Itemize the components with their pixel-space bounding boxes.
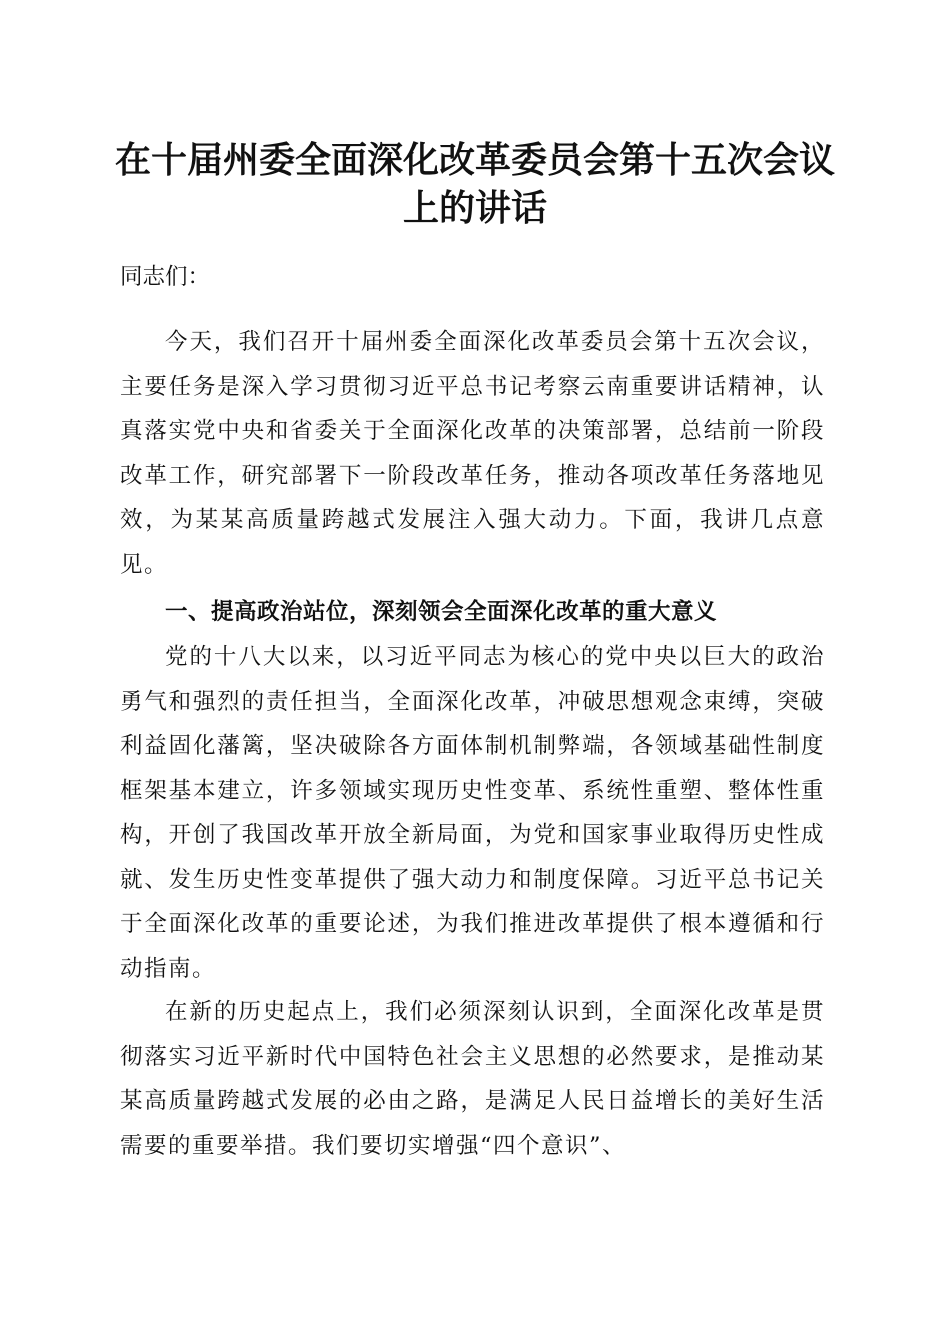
paragraph-new-starting-point: 在新的历史起点上，我们必须深刻认识到，全面深化改革是贯彻落实习近平新时代中国特色社会主义思想的必然要求，是推动某某高质量跨越式发展的必由之路，是满足人民日益增长的美好生活需要的重要举措。我们要切实增强“四个意识”、 [120, 999, 825, 1159]
salutation: 同志们： [120, 264, 211, 290]
paragraph-significance: 党的十八大以来，以习近平同志为核心的党中央以巨大的政治勇气和强烈的责任担当，全面深化改革，冲破思想观念束缚，突破利益固化藩篱，坚决破除各方面体制机制弊端，各领域基础性制度框架基本建立，许多领域实现历史性变革、系统性重塑、整体性重构，开创了我国改革开放全新局面，为党和国家事业取得历史性成就、发生历史性变革提供了强大动力和制度保障。习近平总书记关于全面深化改革的重要论述，为我们推进改革提供了根本遵循和行动指南。 [120, 644, 825, 982]
paragraph-opening: 今天，我们召开十届州委全面深化改革委员会第十五次会议，主要任务是深入学习贯彻习近平总书记考察云南重要讲话精神，认真落实党中央和省委关于全面深化改革的决策部署，总结前一阶段改革工作，研究部署下一阶段改革任务，推动各项改革任务落地见效，为某某高质量跨越式发展注入强大动力。下面，我讲几点意见。 [120, 329, 825, 578]
document-title-line-2: 上的讲话 [402, 187, 547, 229]
document-title-line-1: 在十届州委全面深化改革委员会第十五次会议 [114, 139, 835, 181]
section-heading-1: 一、提高政治站位，深刻领会全面深化改革的重大意义 [165, 599, 718, 625]
